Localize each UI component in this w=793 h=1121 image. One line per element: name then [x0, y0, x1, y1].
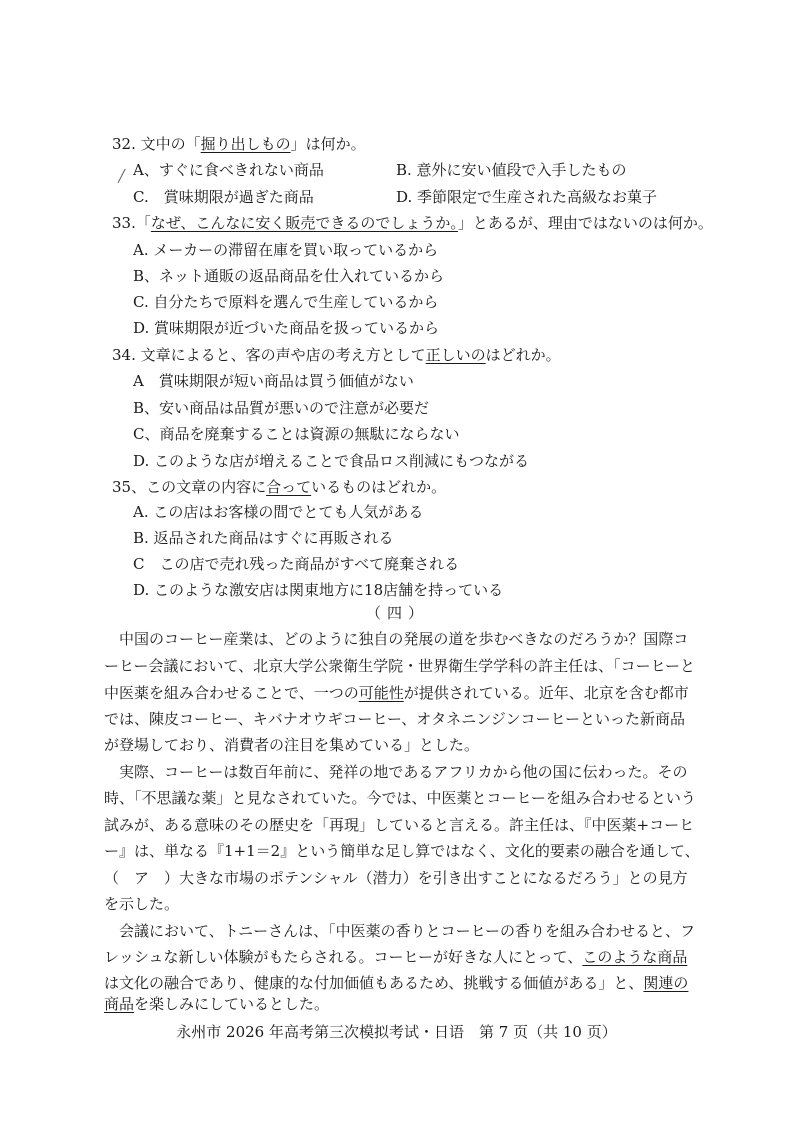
q34-option-b: B、安い商品は品質が悪いので注意が必要だ: [133, 399, 430, 417]
passage-line: が登場しており、消費者の注目を集めている」とした。: [104, 736, 480, 754]
passage-line: [104, 973, 688, 993]
passage-text: 中医薬を組み合わせることで、一つの: [104, 684, 359, 702]
passage-text: は文化の融合であり、健康的な付加価値もあるため、挑戦する価値がある」と、: [104, 974, 644, 992]
q32-prefix: 32. 文中の「: [112, 135, 201, 153]
passage-line: ー』は、単なる『1+1＝2』という簡単な足し算ではなく、文化的要素の融合を通して、: [104, 842, 700, 860]
section-title: （四）: [366, 604, 430, 622]
passage-line: [104, 994, 329, 1014]
passage-line: 時、「不思議な薬」と見なされていた。今では、中医薬とコーヒーを組み合わせるという: [104, 789, 696, 807]
passage-text: レッシュな新しい体験がもたらされる。コーヒーが好きな人にとって、: [104, 948, 583, 966]
page-footer: 永州市 2026 年高考第三次模拟考试・日语 第 7 页（共 10 页）: [176, 1023, 617, 1041]
q35-option-b: B. 返品された商品はすぐに再販される: [133, 529, 394, 547]
q33-option-c: C. 自分たちで原料を選んで生産しているから: [133, 293, 439, 311]
passage-line: 試みが、ある意味のその歴史を「再現」していると言える。許主任は、『中医薬+コーヒ: [104, 816, 695, 834]
q35-option-a: A. この店はお客様の間でとても人気がある: [133, 503, 424, 521]
q33-option-b: B、ネット通販の返品商品を仕入れているから: [133, 267, 445, 285]
question-34: [112, 345, 561, 365]
passage-underline: 可能性: [358, 684, 404, 702]
passage-line: [104, 683, 689, 703]
q34-option-a: A 賞味期限が短い商品は買う価値がない: [133, 372, 414, 390]
q32-option-d: D. 季節限定で生産された高級なお菓子: [396, 188, 658, 206]
q32-option-c: C. 賞味期限が過ぎた商品: [133, 188, 314, 206]
q32-option-a: A、すぐに食べきれない商品: [133, 161, 324, 179]
passage-text: を楽しみにしているとした。: [134, 995, 330, 1013]
question-35: [112, 477, 446, 497]
q35-option-c: C この店で売れ残った商品がすべて廃棄される: [133, 555, 460, 573]
passage-text: が提供されている。近年、北京を含む都市: [403, 684, 689, 702]
q35-option-d: D. このような激安店は関東地方に18店舗を持っている: [133, 581, 504, 599]
passage-underline: 商品: [104, 995, 135, 1013]
q33-option-d: D. 賞味期限が近づいた商品を扱っているから: [133, 319, 440, 337]
q34-suffix: はどれか。: [485, 346, 561, 364]
passage-line: [104, 947, 687, 967]
q33-quote: なぜ、こんなに安く販売できるのでしょうか。: [150, 214, 458, 232]
q33-option-a: A. メーカーの滞留在庫を買い取っているから: [133, 241, 439, 259]
pen-mark-icon: ╱: [118, 169, 126, 183]
passage-line: （ ア ）大きな市場のポテンシャル（潜力）を引き出すことになるだろう」との見方: [104, 869, 688, 887]
q35-underlined: 合って: [266, 478, 312, 496]
q34-option-d: D. このような店が増えることで食品ロス削減にもつながる: [133, 452, 530, 470]
passage-line: を示した。: [104, 895, 180, 913]
q35-prefix: 35、この文章の内容に: [112, 478, 267, 496]
q33-prefix: 33.「: [112, 214, 151, 232]
q35-suffix: いるものはどれか。: [311, 478, 447, 496]
passage-line: ーヒー会議において、北京大学公衆衛生学院・世界衛生学学科の許主任は、「コーヒーと: [104, 657, 696, 675]
passage-line: 実際、コーヒーは数百年前に、発祥の地であるアフリカから他の国に伝わった。その: [104, 763, 688, 781]
q34-prefix: 34. 文章によると、客の声や店の考え方として: [112, 346, 426, 364]
q34-underlined: 正しいの: [425, 346, 486, 364]
passage-underline: 関連の: [643, 974, 689, 992]
passage-line: では、陳皮コーヒー、キバナオウギコーヒー、オタネニンジンコーヒーといった新商品: [104, 710, 685, 728]
passage-underline: このような商品: [582, 948, 688, 966]
q32-option-b: B. 意外に安い値段で入手したもの: [396, 161, 627, 179]
q32-suffix: 」は何か。: [290, 135, 366, 153]
q34-option-c: C、商品を廃棄することは資源の無駄にならない: [133, 425, 460, 443]
question-33: [112, 213, 713, 233]
passage-line: 会議において、トニーさんは、「中医薬の香りとコーヒーの香りを組み合わせると、フ: [104, 922, 696, 940]
question-32: [112, 134, 366, 154]
q32-term: 掘り出しもの: [200, 135, 291, 153]
passage-line: 中国のコーヒー産業は、どのように独自の発展の道を歩むべきなのだろうか？国際コ: [104, 630, 689, 648]
q33-suffix: 」とあるが、理由ではないのは何か。: [457, 214, 713, 232]
